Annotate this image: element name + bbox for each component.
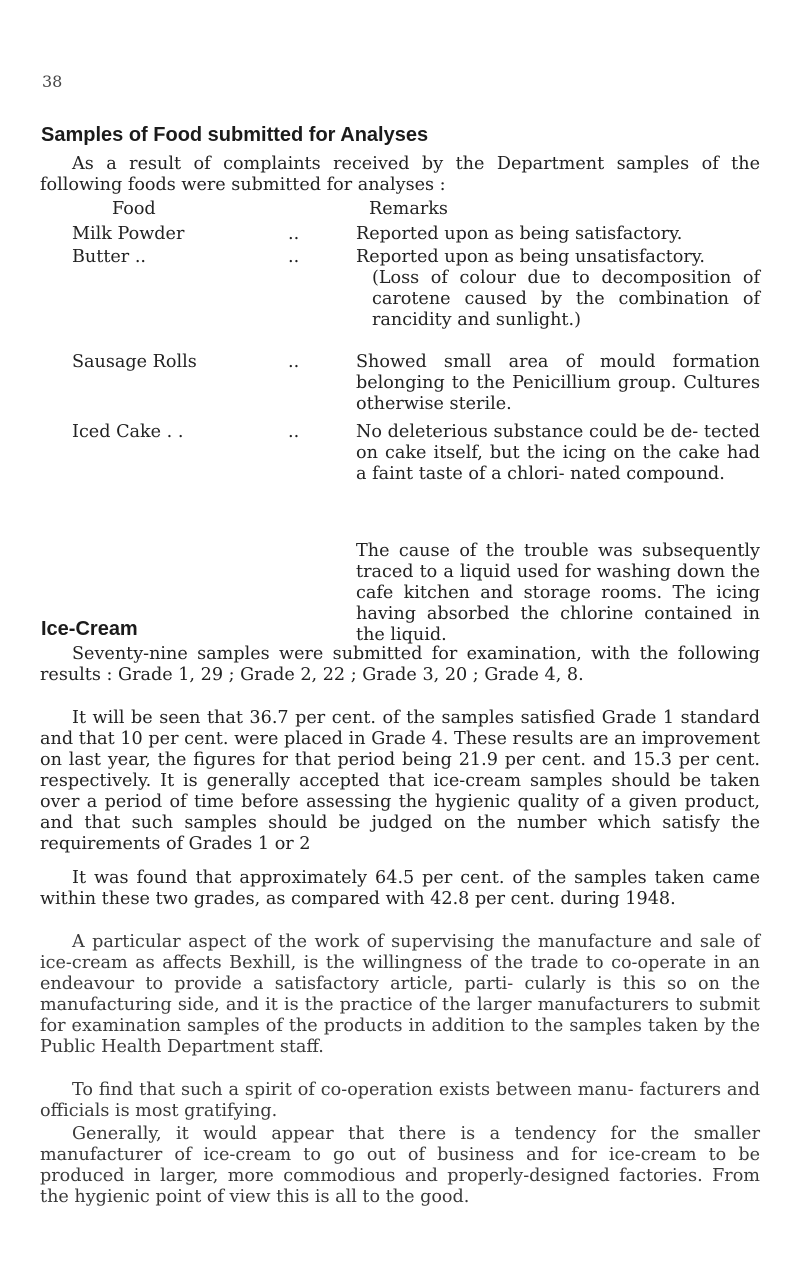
ice-cream-paragraph-grades: It will be seen that 36.7 per cent. of the samples satisfied Grade 1 standard and that 10 per cent. were placed in Grade 4. These results are an improvement on last year, the figures for that period being 21.9 per cent. and 15.3 per cent. respectively. It is generally accepted that ice-cream samples should be taken over a period of time before assessing the hygienic quality of a given product, and that such samples should be judged on the number which satisfy the requirements of Grades 1 or 2 bbox=[40, 708, 760, 854]
ice-cream-paragraph-results: Seventy-nine samples were submitted for examination, with the following results : Grade 1, 29 ; Grade 2, 22 ; Grade 3, 20 ; Grade 4, 8. bbox=[40, 644, 760, 685]
ice-cream-paragraph-factories: Generally, it would appear that there is a tendency for the smaller manufacturer of ice-cream to go out of business and for ice-cream to be produced in larger, more commodious and properly-designed factories. From the hygienic point of view this is all to the good. bbox=[40, 1124, 760, 1207]
food-remarks-continued: (Loss of colour due to decomposition of carotene caused by the combination of rancidity and sunlight.) bbox=[372, 268, 760, 330]
leader-dots: .. bbox=[288, 247, 300, 267]
food-name: Sausage Rolls bbox=[72, 352, 197, 372]
cause-paragraph: The cause of the trouble was subsequently traced to a liquid used for washing down the cafe kitchen and storage rooms. The icing having absorbed the chlorine contained in the liquid. bbox=[356, 541, 760, 645]
section-heading-food-samples: Samples of Food submitted for Analyses bbox=[41, 124, 429, 146]
leader-dots: .. bbox=[288, 352, 300, 372]
food-name: Milk Powder bbox=[72, 224, 185, 244]
section-heading-ice-cream: Ice-Cream bbox=[41, 618, 138, 640]
food-remarks-block bbox=[356, 247, 760, 331]
food-remarks: Reported upon as being satisfactory. bbox=[356, 224, 683, 244]
table-header-remarks: Remarks bbox=[369, 199, 448, 219]
food-remarks: No deleterious substance could be de- tected on cake itself, but the icing on the cake had a faint taste of a chlori- nated compound. bbox=[356, 422, 760, 484]
ice-cream-paragraph-cooperation: A particular aspect of the work of supervising the manufacture and sale of ice-cream as affects Bexhill, is the willingness of the trade to co-operate in an endeavour to provide a satisfactory article, parti- cularly is this so on the manufacturing side, and it is the practice of the larger manufacturers to submit for examination samples of the products in addition to the samples taken by the Public Health Department staff. bbox=[40, 932, 760, 1057]
ice-cream-paragraph-spirit: To find that such a spirit of co-operation exists between manu- facturers and officials is most gratifying. bbox=[40, 1080, 760, 1121]
leader-dots: .. bbox=[288, 224, 300, 244]
intro-paragraph: As a result of complaints received by the Department samples of the following foods were submitted for analyses : bbox=[40, 154, 760, 195]
food-remarks: Reported upon as being unsatisfactory. bbox=[356, 247, 705, 267]
food-remarks: Showed small area of mould formation belonging to the Penicillium group. Cultures otherwise sterile. bbox=[356, 352, 760, 414]
table-header-food: Food bbox=[112, 199, 156, 219]
food-name: Iced Cake . . bbox=[72, 422, 184, 442]
leader-dots: .. bbox=[288, 422, 300, 442]
food-name: Butter .. bbox=[72, 247, 147, 267]
page-number: 38 bbox=[42, 72, 63, 91]
ice-cream-paragraph-comparison: It was found that approximately 64.5 per cent. of the samples taken came within these two grades, as compared with 42.8 per cent. during 1948. bbox=[40, 868, 760, 909]
